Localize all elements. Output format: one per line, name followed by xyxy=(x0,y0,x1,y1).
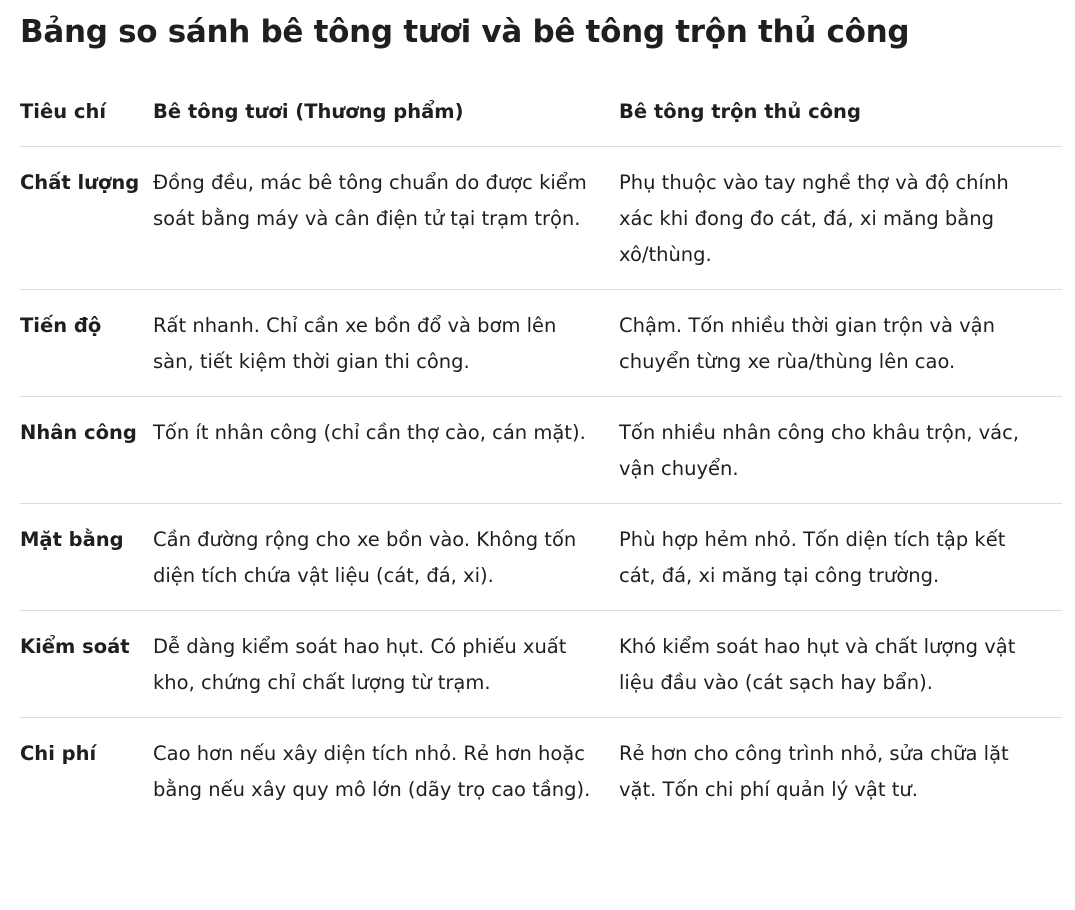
header-fresh-concrete: Bê tông tươi (Thương phẩm) xyxy=(153,100,464,123)
table-row xyxy=(20,397,1062,504)
row-fresh-cell: Rất nhanh. Chỉ cần xe bồn đổ và bơm lên sàn, tiết kiệm thời gian thi công. xyxy=(153,314,557,373)
row-criterion: Chất lượng xyxy=(20,171,140,194)
row-fresh-cell: Tốn ít nhân công (chỉ cần thợ cào, cán mặt). xyxy=(153,421,586,444)
comparison-table xyxy=(20,92,1062,824)
table-row xyxy=(20,718,1062,825)
header-manual-concrete: Bê tông trộn thủ công xyxy=(619,100,861,123)
table-row xyxy=(20,611,1062,718)
table-row xyxy=(20,147,1062,290)
row-manual-cell: Chậm. Tốn nhiều thời gian trộn và vận chuyển từng xe rùa/thùng lên cao. xyxy=(619,314,995,373)
header-criterion: Tiêu chí xyxy=(20,100,107,123)
row-criterion: Chi phí xyxy=(20,742,97,765)
row-fresh-cell: Đồng đều, mác bê tông chuẩn do được kiểm soát bằng máy và cân điện tử tại trạm trộn. xyxy=(153,171,587,230)
row-manual-cell: Tốn nhiều nhân công cho khâu trộn, vác, vận chuyển. xyxy=(619,421,1020,480)
row-criterion: Nhân công xyxy=(20,421,137,444)
table-row xyxy=(20,290,1062,397)
page-title: Bảng so sánh bê tông tươi và bê tông trộn thủ công xyxy=(20,14,910,50)
row-criterion: Mặt bằng xyxy=(20,528,124,551)
row-manual-cell: Phụ thuộc vào tay nghề thợ và độ chính xác khi đong đo cát, đá, xi măng bằng xô/thùng. xyxy=(619,171,1009,266)
row-manual-cell: Phù hợp hẻm nhỏ. Tốn diện tích tập kết cát, đá, xi măng tại công trường. xyxy=(619,528,1006,587)
row-fresh-cell: Cao hơn nếu xây diện tích nhỏ. Rẻ hơn hoặc bằng nếu xây quy mô lớn (dãy trọ cao tầng). xyxy=(153,742,591,801)
row-manual-cell: Rẻ hơn cho công trình nhỏ, sửa chữa lặt vặt. Tốn chi phí quản lý vật tư. xyxy=(619,742,1009,801)
row-criterion: Kiểm soát xyxy=(20,635,130,658)
row-criterion: Tiến độ xyxy=(20,314,102,337)
row-fresh-cell: Cần đường rộng cho xe bồn vào. Không tốn diện tích chứa vật liệu (cát, đá, xi). xyxy=(153,528,577,587)
table-header-row xyxy=(20,92,1062,147)
row-manual-cell: Khó kiểm soát hao hụt và chất lượng vật liệu đầu vào (cát sạch hay bẩn). xyxy=(619,635,1016,694)
row-fresh-cell: Dễ dàng kiểm soát hao hụt. Có phiếu xuất kho, chứng chỉ chất lượng từ trạm. xyxy=(153,635,567,694)
table-row xyxy=(20,504,1062,611)
